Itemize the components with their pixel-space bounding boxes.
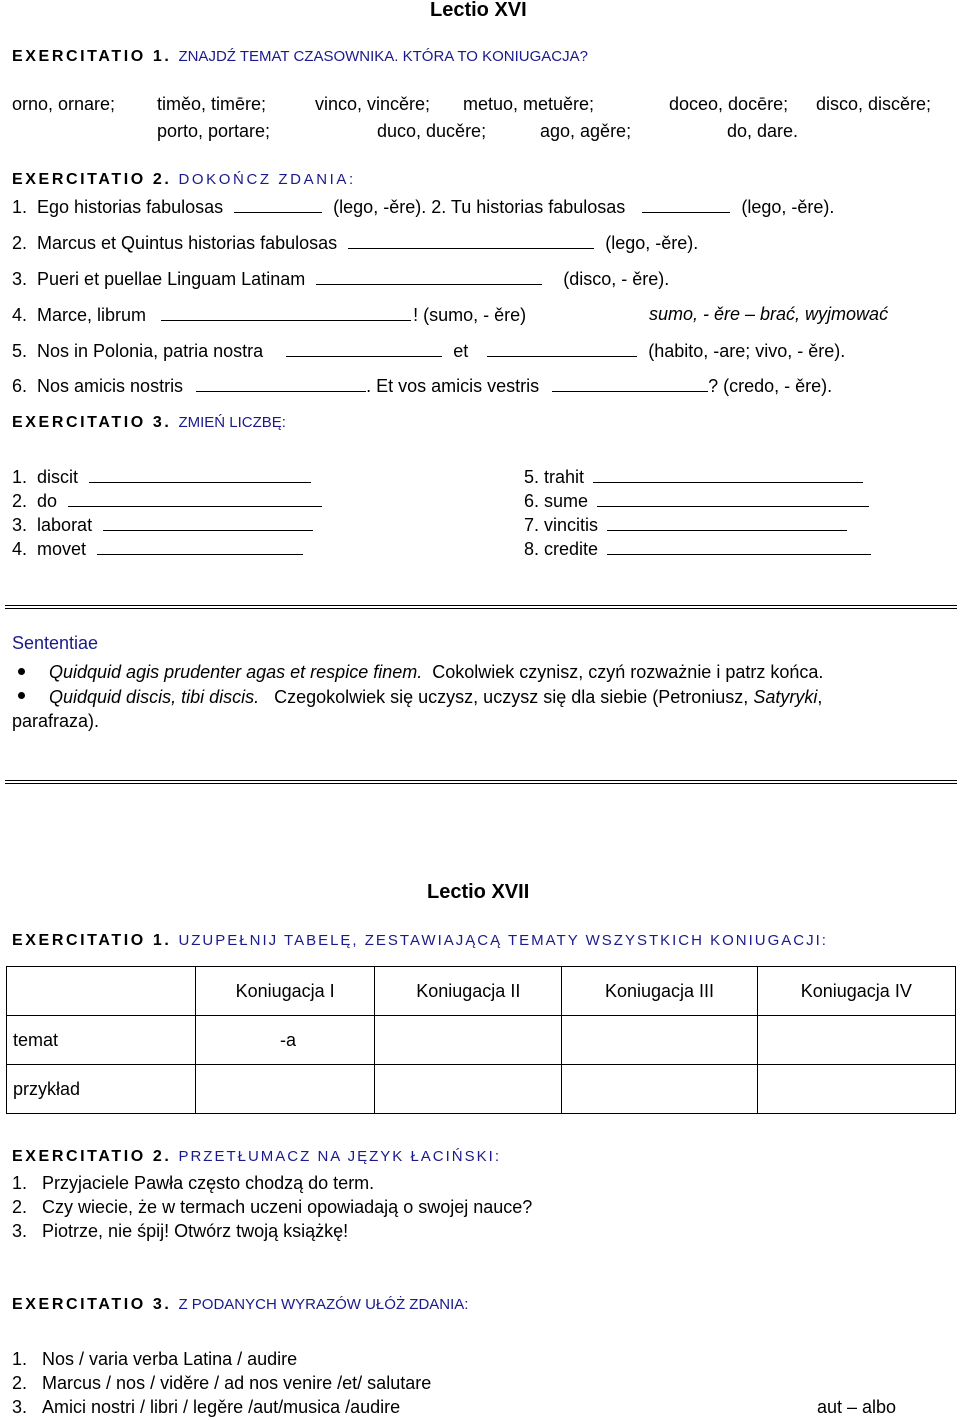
answer-blank[interactable] xyxy=(487,340,637,357)
sententiae-title: Sententiae xyxy=(12,633,99,653)
ex1-heading: EXERCITATIO 1. ZNAJDŹ TEMAT CZASOWNIKA. KTÓRA TO KONIUGACJA? xyxy=(12,48,588,65)
verb: disco, discěre; xyxy=(816,94,932,114)
answer-blank[interactable] xyxy=(552,375,708,392)
sentence-item: 2. Marcus / nos / viděre / ad nos venire /et/ salutare xyxy=(12,1373,432,1393)
answer-blank[interactable] xyxy=(68,490,322,507)
ex1-heading: EXERCITATIO 1. UZUPEŁNIJ TABELĘ, ZESTAWIAJĄCĄ TEMATY WSZYSTKICH KONIUGACJI: xyxy=(12,932,828,949)
bullet-icon xyxy=(18,668,25,675)
ex3-item: 2. do xyxy=(12,490,322,511)
ex2-heading: EXERCITATIO 2. DOKOŃCZ ZDANIA: xyxy=(12,171,356,188)
sententia: Quidquid discis, tibi discis. Czegokolwiek się uczysz, uczysz się dla siebie (Petroniusz, Satyryki, xyxy=(49,687,823,707)
verb: doceo, docēre; xyxy=(669,94,789,114)
answer-blank[interactable] xyxy=(642,196,730,213)
row-label: temat xyxy=(7,1016,196,1065)
ex2-instruction: PRZETŁUMACZ NA JĘZYK ŁACIŃSKI: xyxy=(178,1148,501,1165)
ex2-line-6: 6. Nos amicis nostris . Et vos amicis vestris ? (credo, - ěre). xyxy=(12,376,833,396)
verb: porto, portare; xyxy=(157,121,271,141)
sentence-item: 3. Amici nostri / libri / legěre /aut/musica /audire xyxy=(12,1397,401,1417)
answer-blank[interactable] xyxy=(103,514,313,531)
ex3-item: 3. laborat xyxy=(12,514,313,535)
table-row xyxy=(7,1016,956,1065)
ex2-instruction: DOKOŃCZ ZDANIA: xyxy=(178,171,356,188)
table-cell-input[interactable] xyxy=(375,1065,562,1114)
table-header-row xyxy=(7,967,956,1016)
verb: orno, ornare; xyxy=(12,94,116,114)
answer-blank[interactable] xyxy=(161,304,411,321)
table-cell: -a xyxy=(196,1016,375,1065)
table-header: Koniugacja II xyxy=(375,967,562,1016)
table-header: Koniugacja IV xyxy=(757,967,955,1016)
answer-blank[interactable] xyxy=(607,514,847,531)
lectio16-title: Lectio XVI xyxy=(430,0,527,21)
ex1-instruction: UZUPEŁNIJ TABELĘ, ZESTAWIAJĄCĄ TEMATY WSZYSTKICH KONIUGACJI: xyxy=(178,932,828,949)
ex2-line-2: 2. Marcus et Quintus historias fabulosas (lego, -ěre). xyxy=(12,233,699,253)
sententia-continuation: parafraza). xyxy=(12,711,100,731)
vocab-note: aut – albo xyxy=(817,1397,897,1417)
ex3-instruction: ZMIEŃ LICZBĘ: xyxy=(178,414,286,431)
answer-blank[interactable] xyxy=(316,268,542,285)
ex2-vocab-note: sumo, - ěre – brać, wyjmować xyxy=(649,304,889,324)
answer-blank[interactable] xyxy=(234,196,322,213)
table-cell-input[interactable] xyxy=(375,1016,562,1065)
translation-item: 1. Przyjaciele Pawła często chodzą do term. xyxy=(12,1173,375,1193)
verb: vinco, vincěre; xyxy=(315,94,431,114)
ex3-item: 8. credite xyxy=(524,538,871,559)
answer-blank[interactable] xyxy=(593,466,863,483)
ex3-item: 6. sume xyxy=(524,490,869,511)
translation-item: 2. Czy wiecie, że w termach uczeni opowiadają o swojej nauce? xyxy=(12,1197,533,1217)
ex3-item: 1. discit xyxy=(12,466,311,487)
table-cell-input[interactable] xyxy=(196,1065,375,1114)
ex3-heading: EXERCITATIO 3. Z PODANYCH WYRAZÓW UŁÓŻ ZDANIA: xyxy=(12,1296,469,1313)
table-header: Koniugacja III xyxy=(562,967,757,1016)
table-cell-input[interactable] xyxy=(562,1016,757,1065)
verb: metuo, metuěre; xyxy=(463,94,595,114)
ex2-line-5: 5. Nos in Polonia, patria nostra et (habito, -are; vivo, - ěre). xyxy=(12,341,846,361)
ex3-instruction: Z PODANYCH WYRAZÓW UŁÓŻ ZDANIA: xyxy=(178,1296,469,1313)
answer-blank[interactable] xyxy=(597,490,869,507)
table-cell-input[interactable] xyxy=(757,1016,955,1065)
answer-blank[interactable] xyxy=(89,466,311,483)
table-cell-input[interactable] xyxy=(757,1065,955,1114)
sententia: Quidquid agis prudenter agas et respice finem. Cokolwiek czynisz, czyń rozważnie i patrz końca. xyxy=(49,662,824,682)
answer-blank[interactable] xyxy=(348,232,594,249)
ex3-item: 7. vincitis xyxy=(524,514,847,535)
answer-blank[interactable] xyxy=(286,340,442,357)
table-row xyxy=(7,1065,956,1114)
row-label: przykład xyxy=(7,1065,196,1114)
table-cell xyxy=(7,967,196,1016)
answer-blank[interactable] xyxy=(97,538,303,555)
table-header: Koniugacja I xyxy=(196,967,375,1016)
ex3-item: 5. trahit xyxy=(524,466,863,487)
table-cell-input[interactable] xyxy=(562,1065,757,1114)
ex2-line-3: 3. Pueri et puellae Linguam Latinam (disco, - ěre). xyxy=(12,269,670,289)
ex3-item: 4. movet xyxy=(12,538,303,559)
sentence-item: 1. Nos / varia verba Latina / audire xyxy=(12,1349,298,1369)
bullet-icon xyxy=(18,692,25,699)
answer-blank[interactable] xyxy=(607,538,871,555)
ex1-instruction: ZNAJDŹ TEMAT CZASOWNIKA. KTÓRA TO KONIUGACJA? xyxy=(178,48,588,65)
section-divider xyxy=(5,605,957,609)
answer-blank[interactable] xyxy=(196,375,366,392)
lectio17-title: Lectio XVII xyxy=(427,881,530,903)
ex3-heading: EXERCITATIO 3. ZMIEŃ LICZBĘ: xyxy=(12,414,286,431)
conjugation-table xyxy=(6,966,956,1114)
verb: timěo, timēre; xyxy=(157,94,267,114)
verb: ago, agěre; xyxy=(540,121,632,141)
verb: duco, ducěre; xyxy=(377,121,487,141)
verb: do, dare. xyxy=(727,121,799,141)
translation-item: 3. Piotrze, nie śpij! Otwórz twoją książkę! xyxy=(12,1221,349,1241)
section-divider xyxy=(5,780,957,784)
ex2-line-1: 1. Ego historias fabulosas (lego, -ěre). 2. Tu historias fabulosas (lego, -ěre). xyxy=(12,197,835,217)
ex2-line-4: 4. Marce, librum ! (sumo, - ěre) xyxy=(12,305,527,325)
ex2-heading: EXERCITATIO 2. PRZETŁUMACZ NA JĘZYK ŁACIŃSKI: xyxy=(12,1148,501,1165)
